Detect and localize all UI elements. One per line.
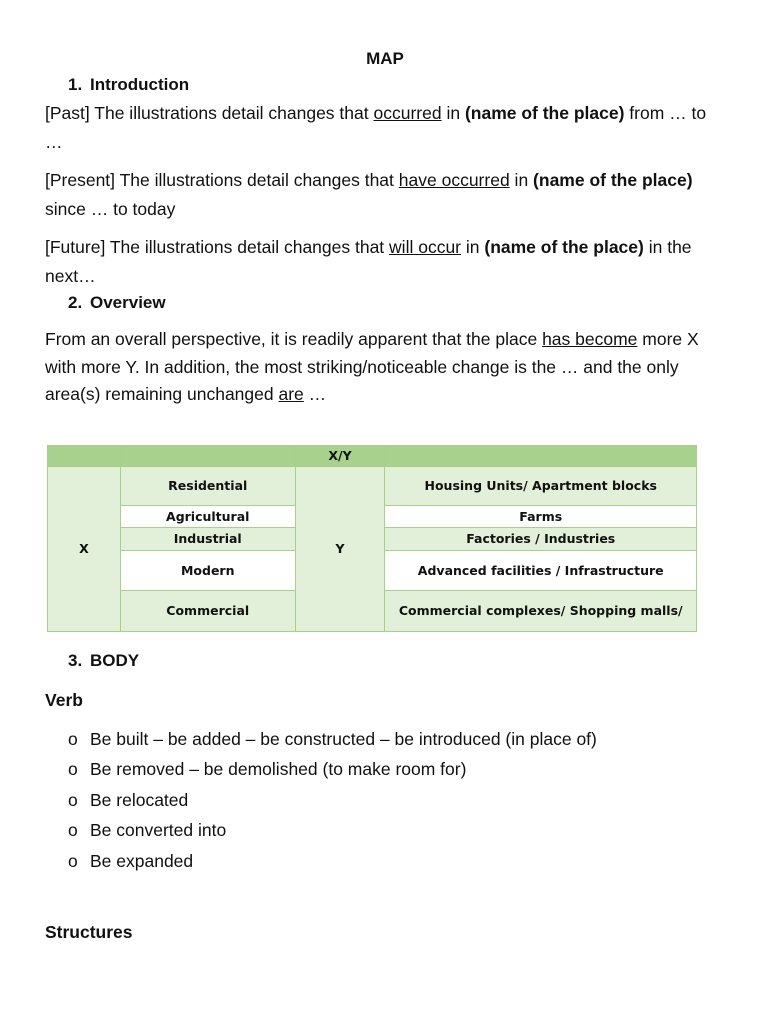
intro-heading [68, 72, 725, 98]
x-cell: Commercial [120, 590, 295, 631]
verb-heading: Verb [45, 689, 83, 710]
future-mid: in [461, 237, 485, 257]
document-title: MAP [366, 49, 404, 68]
intro-heading-text: Introduction [90, 75, 190, 94]
present-place: (name of the place) [533, 170, 693, 190]
bullet-marker: o [68, 789, 78, 810]
list-item [68, 846, 725, 877]
list-item [68, 724, 725, 755]
verb-text: Be built – be added – be constructed – be introduced (in place of) [90, 728, 597, 749]
body-number: 3. [68, 650, 83, 670]
bullet-marker: o [68, 728, 78, 749]
overview-verb2: are [278, 384, 304, 404]
y-label-cell: Y [295, 466, 385, 631]
past-suffix: from … to … [45, 103, 707, 152]
x-cell: Industrial [120, 527, 295, 550]
verb-text: Be converted into [90, 820, 227, 840]
present-mid: in [509, 170, 534, 190]
x-y-table [47, 445, 697, 632]
bullet-marker: o [68, 820, 78, 840]
past-verb: occurred [373, 103, 442, 123]
table-row [48, 466, 697, 505]
list-item [68, 785, 725, 816]
overview-paragraph [45, 326, 725, 409]
present-verb: have occurred [398, 170, 510, 190]
x-cell: Modern [120, 550, 295, 590]
intro-section [45, 99, 725, 290]
table-header-xy: X/Y [295, 445, 385, 466]
future-verb: will occur [389, 237, 462, 257]
past-prefix: [Past] The illustrations detail changes that [45, 103, 374, 123]
overview-part2: more X with more Y. In addition, the most striking/noticeable change is the … and the only area(s) remaining unchanged [45, 329, 699, 404]
intro-number: 1. [68, 75, 83, 94]
overview-part3: … [303, 384, 327, 404]
past-mid: in [441, 103, 465, 123]
future-prefix: [Future] The illustrations detail changes that [45, 237, 390, 257]
list-item [68, 754, 725, 785]
y-cell: Factories / Industries [385, 527, 697, 550]
y-cell: Commercial complexes/ Shopping malls/ [385, 590, 697, 631]
verb-text: Be expanded [90, 850, 194, 871]
y-cell: Farms [385, 505, 697, 527]
table-header-row [48, 445, 697, 466]
overview-heading-text: Overview [90, 293, 166, 312]
intro-past-paragraph [45, 99, 725, 156]
document-page [45, 46, 725, 945]
body-heading [68, 648, 725, 674]
future-suffix: in the next… [45, 237, 692, 286]
structures-heading: Structures [45, 922, 133, 942]
overview-verb1: has become [542, 329, 638, 349]
present-prefix: [Present] The illustrations detail changes that [45, 170, 399, 190]
table-header-cell [385, 445, 697, 466]
x-cell: Residential [120, 466, 295, 505]
verb-text: Be removed – be demolished (to make room for) [90, 759, 467, 779]
y-cell: Advanced facilities / Infrastructure [385, 550, 697, 590]
list-item [68, 815, 725, 846]
intro-future-paragraph [45, 233, 725, 290]
overview-number: 2. [68, 293, 83, 312]
table-header-cell [120, 445, 295, 466]
verb-list [45, 724, 725, 877]
past-place: (name of the place) [464, 103, 625, 123]
y-cell: Housing Units/ Apartment blocks [385, 466, 697, 505]
x-label-cell: X [48, 466, 121, 631]
future-place: (name of the place) [484, 237, 644, 257]
present-suffix: since … to today [45, 198, 176, 219]
overview-heading [68, 290, 725, 316]
overview-part1: From an overall perspective, it is readily apparent that the place [45, 329, 543, 349]
verb-text: Be relocated [90, 789, 189, 810]
bullet-marker: o [68, 850, 78, 871]
table-header-cell [48, 445, 121, 466]
x-cell: Agricultural [120, 505, 295, 527]
body-heading-text: BODY [90, 650, 140, 670]
intro-present-paragraph [45, 166, 725, 223]
bullet-marker: o [68, 759, 78, 779]
